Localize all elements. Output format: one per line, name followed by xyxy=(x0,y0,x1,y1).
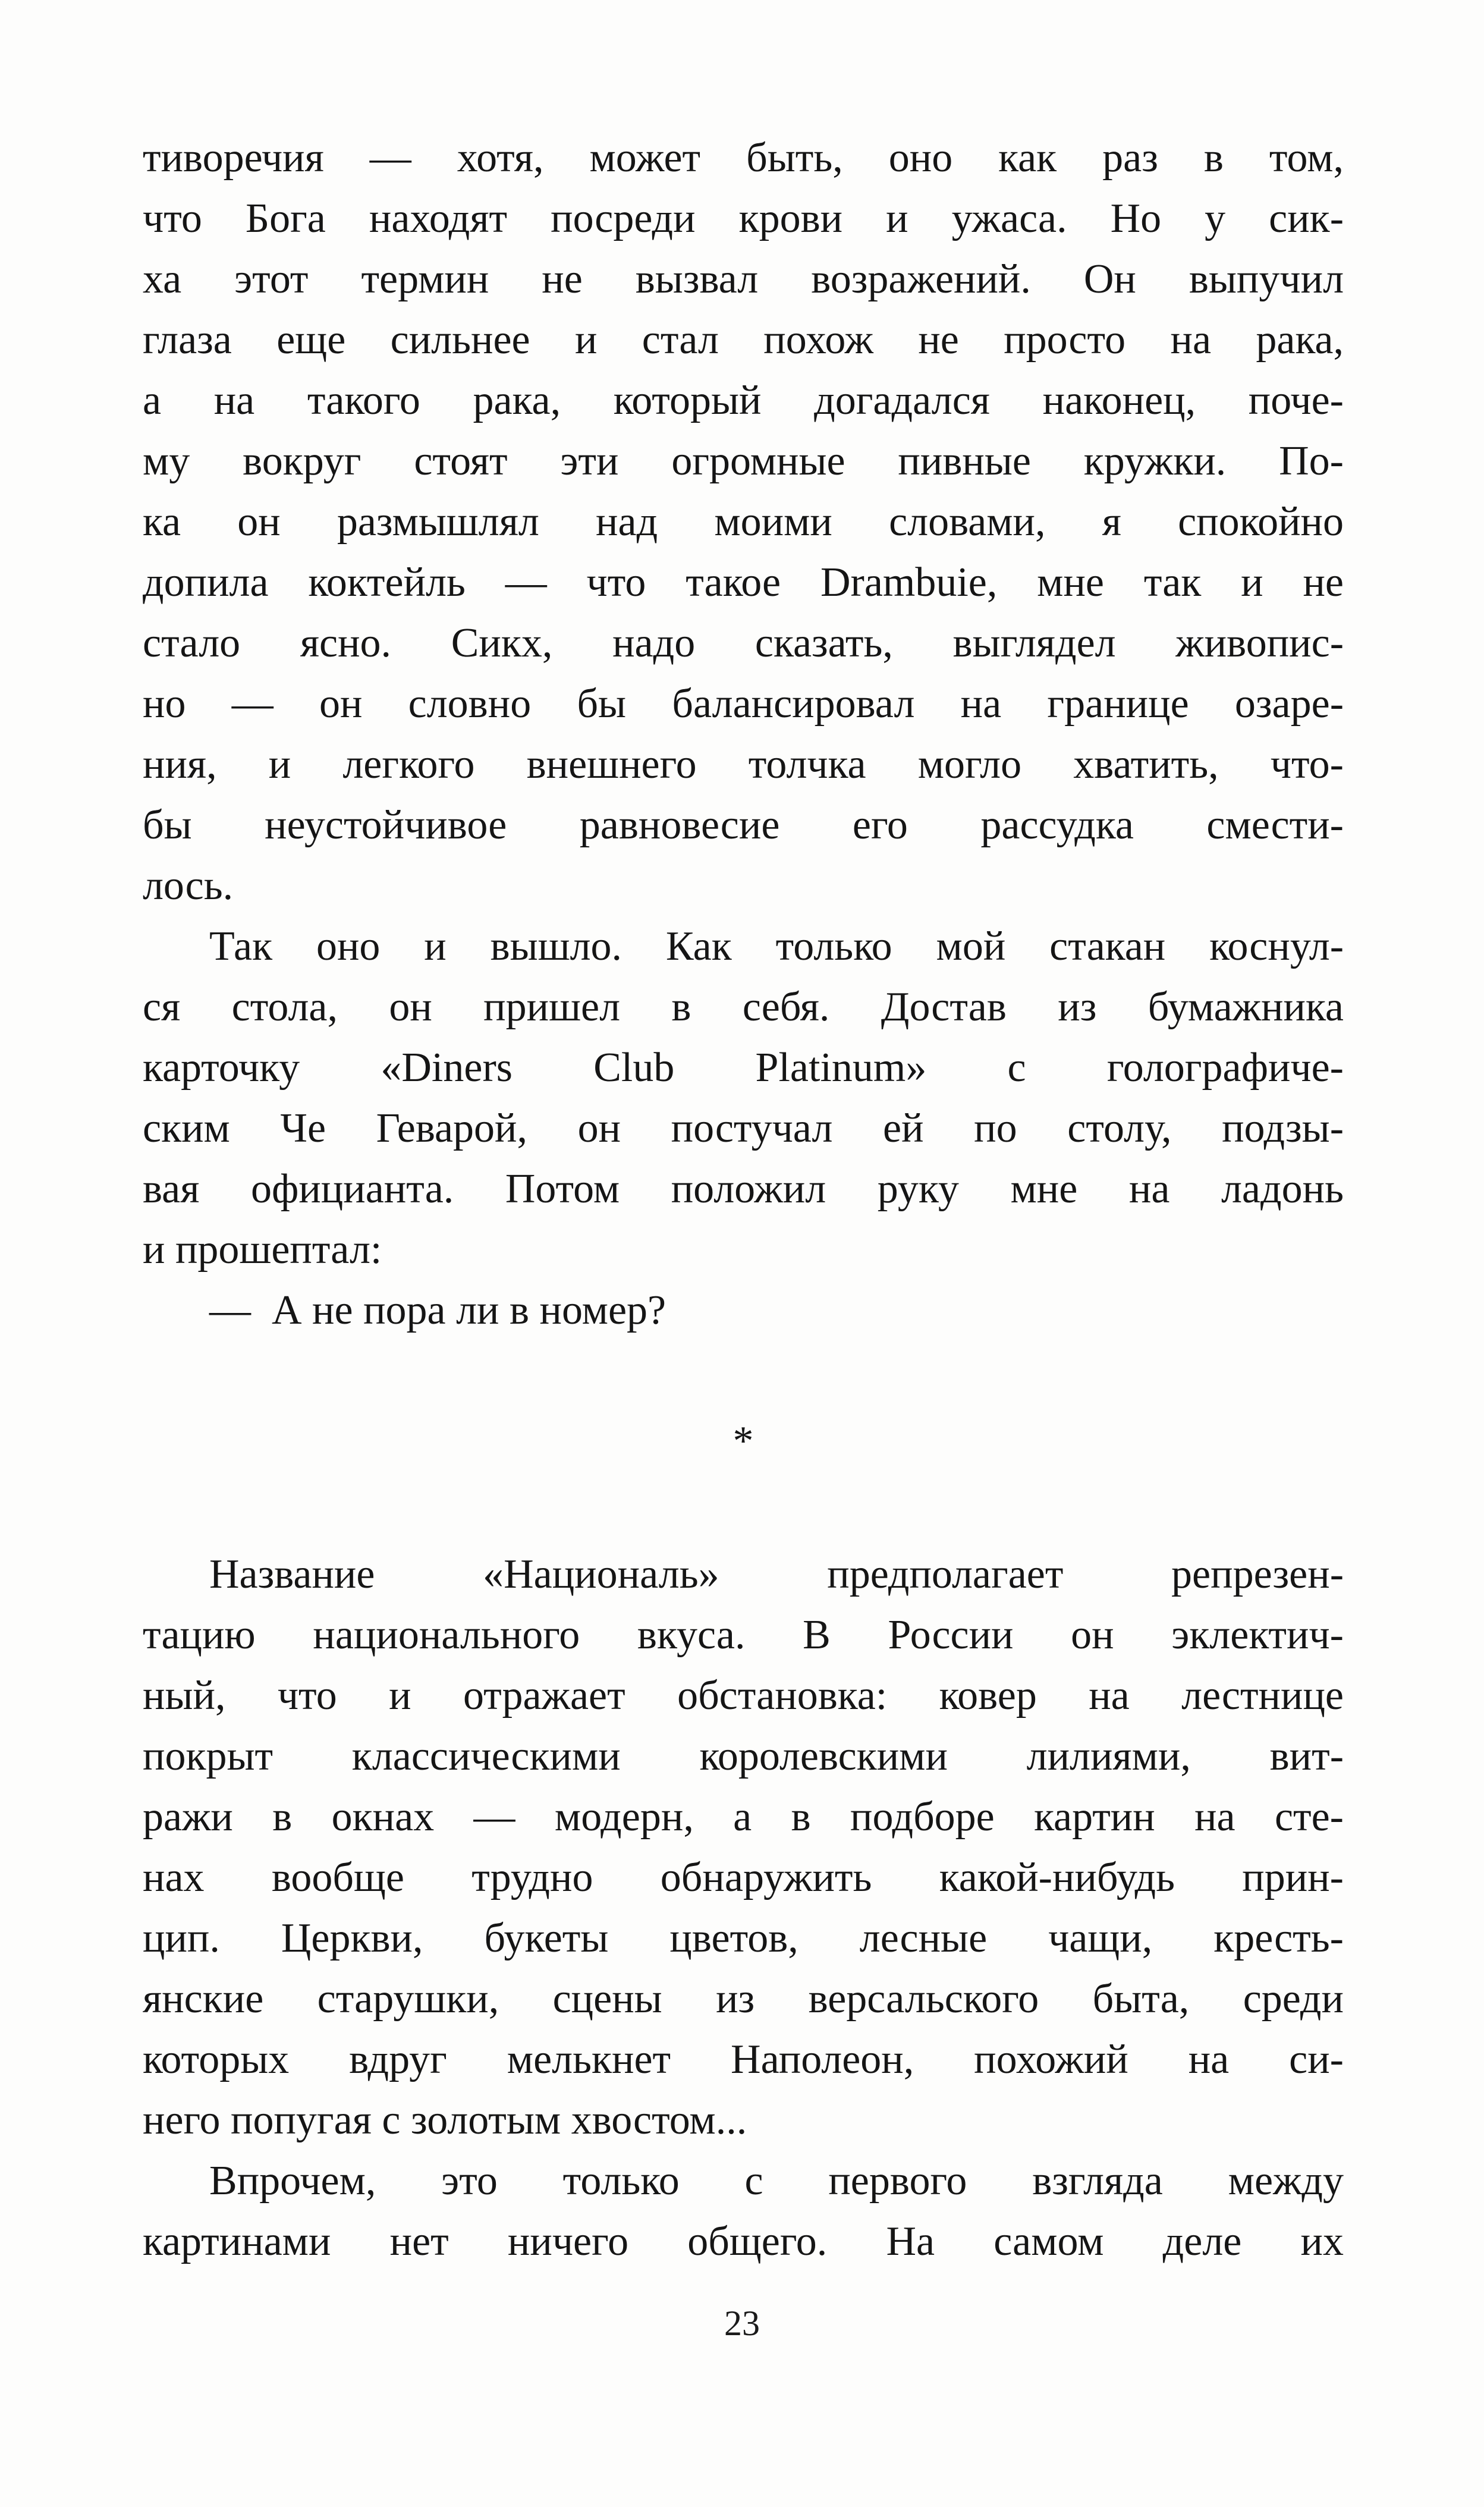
text-line: глаза еще сильнее и стал похож не просто на рака, xyxy=(143,317,1344,363)
text-line: которых вдруг мелькнет Наполеон, похожий на си- xyxy=(143,2037,1344,2082)
paragraph xyxy=(143,128,1344,916)
text-line: Так оно и вышло. Как только мой стакан коснул- xyxy=(209,923,1344,969)
text-line: лось. xyxy=(143,863,234,909)
paragraph xyxy=(143,2151,1344,2272)
text-line: тацию национального вкуса. В России он эклектич- xyxy=(143,1612,1344,1658)
text-line: ским Че Геварой, он постучал ей по столу, подзы- xyxy=(143,1105,1344,1151)
text-line: допила коктейль — что такое Drambuie, мне так и не xyxy=(143,560,1344,605)
text-line: Название «Националь» предполагает репрезен- xyxy=(209,1551,1344,1597)
text-line: ха этот термин не вызвал возражений. Он выпучил xyxy=(143,256,1344,302)
text-line: него попугая с золотым хвостом... xyxy=(143,2097,747,2143)
text-line: — А не пора ли в номер? xyxy=(209,1287,666,1333)
dialogue-paragraph xyxy=(143,1280,1344,1341)
text-line: ный, что и отражает обстановка: ковер на лестнице xyxy=(143,1673,1344,1719)
paragraph xyxy=(143,916,1344,1280)
page-number: 23 xyxy=(724,2304,760,2343)
text-line: картинами нет ничего общего. На самом деле их xyxy=(143,2219,1344,2264)
text-line: что Бога находят посреди крови и ужаса. Но у сик- xyxy=(143,196,1344,241)
text-line: ния, и легкого внешнего толчка могло хватить, что- xyxy=(143,742,1344,787)
text-line: но — он словно бы балансировал на границе озаре- xyxy=(143,681,1344,727)
text-line: бы неустойчивое равновесие его рассудка смести- xyxy=(143,802,1344,848)
paragraph xyxy=(143,1544,1344,2151)
text-line: му вокруг стоят эти огромные пивные кружки. По- xyxy=(143,438,1344,484)
text-line: ка он размышлял над моими словами, я спокойно xyxy=(143,499,1344,545)
text-line: нах вообще трудно обнаружить какой-нибудь прин- xyxy=(143,1855,1344,1900)
text-line: тиворечия — хотя, может быть, оно как раз в том, xyxy=(143,135,1344,181)
section-separator: * xyxy=(732,1418,754,1464)
text-line: вая официанта. Потом положил руку мне на ладонь xyxy=(143,1166,1344,1212)
text-line: а на такого рака, который догадался наконец, поче- xyxy=(143,378,1344,423)
text-line: Впрочем, это только с первого взгляда между xyxy=(209,2158,1344,2204)
text-line: карточку «Diners Club Platinum» с голографиче- xyxy=(143,1045,1344,1091)
text-line: цип. Церкви, букеты цветов, лесные чащи, кресть- xyxy=(143,1915,1344,1961)
text-line: покрыт классическими королевскими лилиями, вит- xyxy=(143,1733,1344,1779)
text-line: стало ясно. Сикх, надо сказать, выглядел живопис- xyxy=(143,620,1344,666)
text-line: ражи в окнах — модерн, а в подборе картин на сте- xyxy=(143,1794,1344,1840)
text-line: ся стола, он пришел в себя. Достав из бумажника xyxy=(143,984,1344,1030)
text-block xyxy=(143,128,1344,2272)
text-line: и прошептал: xyxy=(143,1227,382,1273)
text-line: янские старушки, сцены из версальского быта, среди xyxy=(143,1976,1344,2022)
